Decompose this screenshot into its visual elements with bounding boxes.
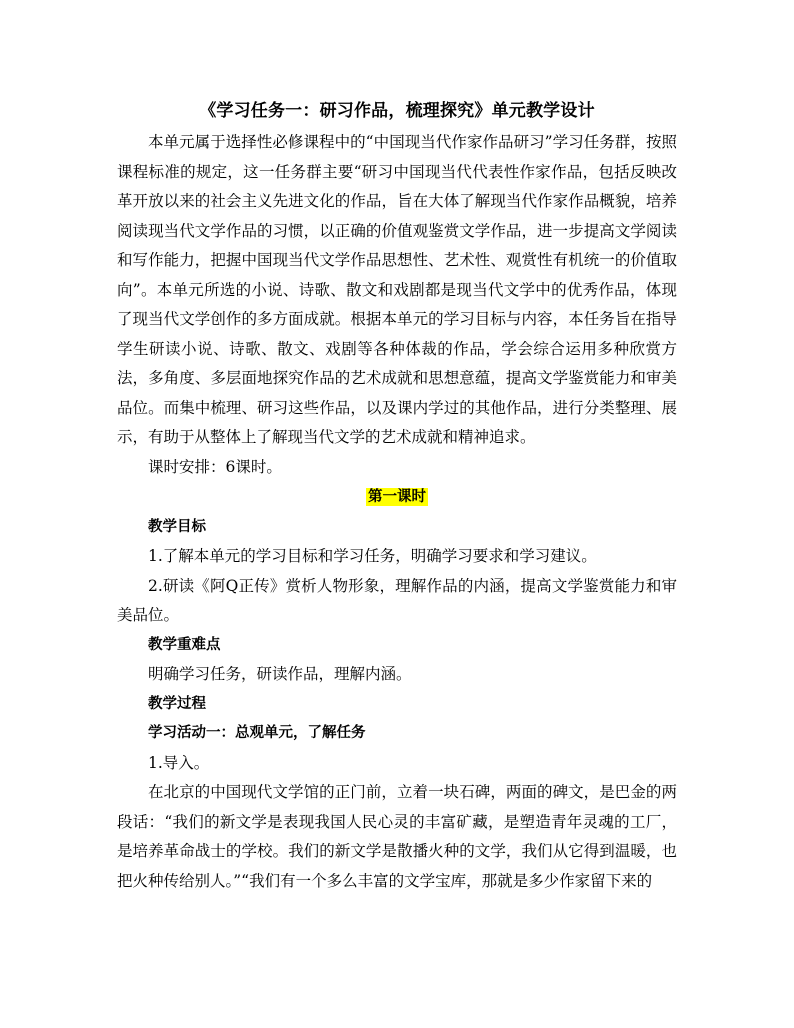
key-points-heading: 教学重难点 [148,636,221,653]
lesson-heading-line [117,482,677,513]
process-heading: 教学过程 [148,695,206,712]
lesson-heading: 第一课时 [368,489,426,505]
step-1-label: 1.导入。 [148,753,210,772]
intro-paragraph: 本单元属于选择性必修课程中的“中国现当代作家作品研习”学习任务群，按照课程标准的规定，这一任务群主要“研习中国现当代代表性作家作品，包括反映改革开放以来的社会主义先进文化的作品，旨在大体了解现当代作家作品概貌，培养阅读现当代文学作品的习惯，以正确的价值观鉴赏文学作品，进一步提高文学阅读和写作能力，把握中国现当代文学作品思想性、艺术性、观赏性有机统一的价值取向”。本单元所选的小说、诗歌、散文和戏剧都是现当代文学中的优秀作品，体现了现当代文学创作的多方面成就。根据本单元的学习目标与内容，本任务旨在指导学生研读小说、诗歌、散文、戏剧等各种体裁的作品，学会综合运用多种欣赏方法，多角度、多层面地探究作品的艺术成就和思想意蕴，提高文学鉴赏能力和审美品位。而集中梳理、研习这些作品，以及课内学过的其他作品，进行分类整理、展示，有助于从整体上了解现当代文学的艺术成就和精神追求。 [117,133,677,446]
schedule-text: 课时安排：6课时。 [148,457,282,476]
activity-1-heading: 学习活动一：总观单元，了解任务 [148,725,366,741]
document-title: 《学习任务一：研习作品，梳理探究》单元教学设计 [199,101,595,121]
objectives-heading: 教学目标 [148,518,206,535]
objective-item-1: 1.了解本单元的学习目标和学习任务，明确学习要求和学习建议。 [148,547,597,565]
key-points-text: 明确学习任务，研读作品，理解内涵。 [148,665,412,683]
step-1-paragraph: 在北京的中国现代文学馆的正门前，立着一块石碑，两面的碑文，是巴金的两段话：“我们的新文学是表现我国人民心灵的丰富矿藏，是塑造青年灵魂的工厂，是培养革命战士的学校。我们的新文学是散播火种的文学，我们从它得到温暖，也把火种传给别人。”“我们有一个多么丰富的文学宝库，那就是多少作家留下来的 [117,783,677,890]
objective-item-2: 2.研读《阿Q正传》赏析人物形象，理解作品的内涵，提高文学鉴赏能力和审美品位。 [117,576,677,624]
document-page [117,98,677,896]
